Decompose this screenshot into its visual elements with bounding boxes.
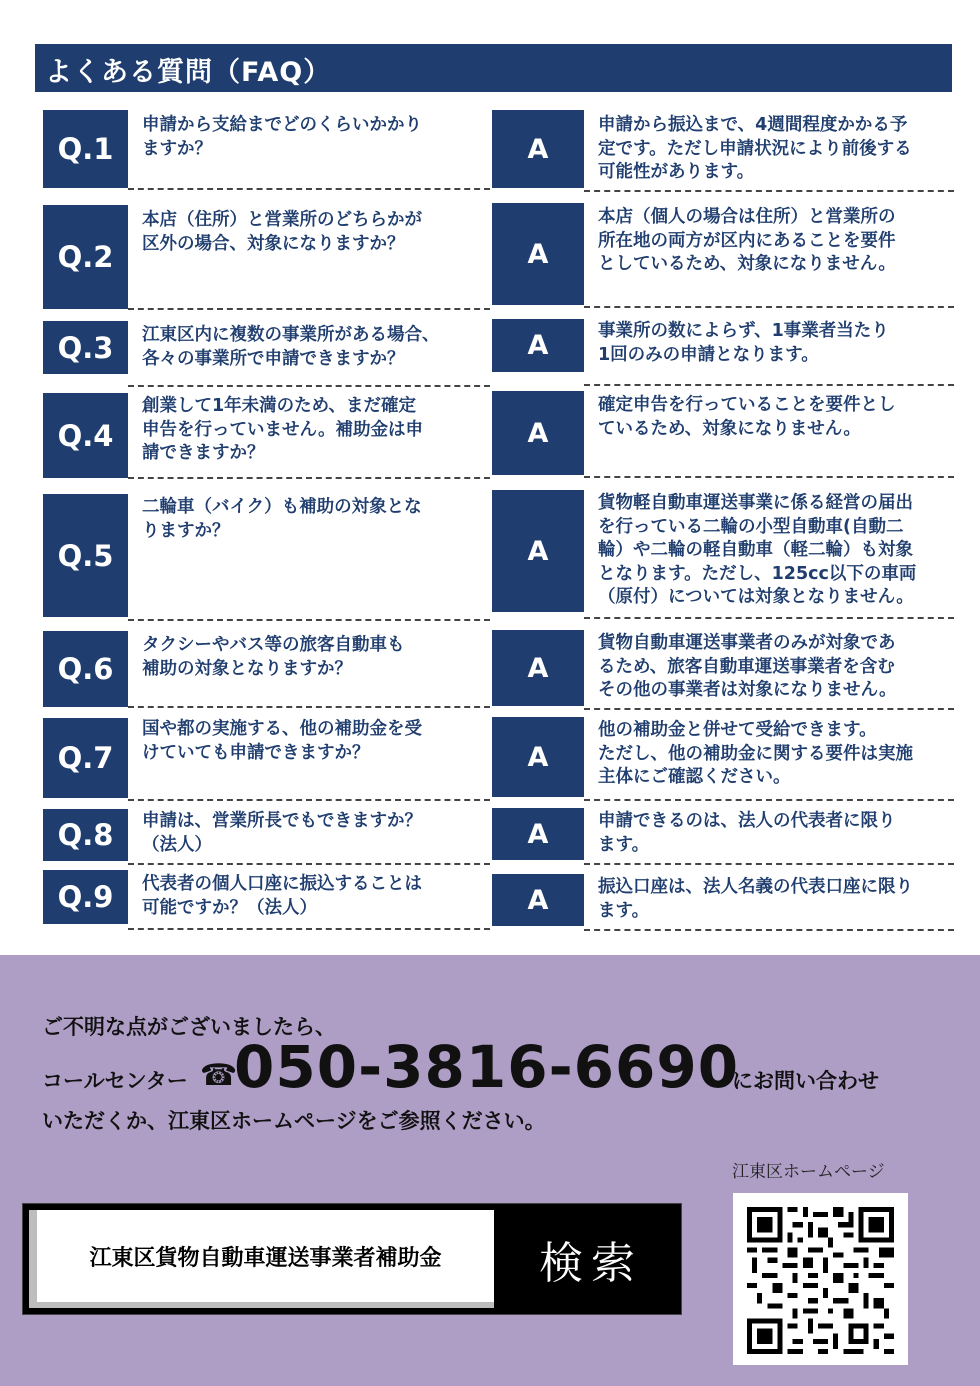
- search-input[interactable]: [29, 1210, 494, 1308]
- divider: [584, 190, 954, 192]
- qr-label: 江東区ホームページ: [732, 1162, 885, 1182]
- phone-number[interactable]: 050-3816-6690: [234, 1033, 740, 1101]
- divider: [128, 188, 490, 190]
- answer-text: 本店（個人の場合は住所）と営業所の 所在地の両方が区内にあることを要件 としているため、対象になりません。: [598, 207, 896, 274]
- question-text: 江東区内に複数の事業所がある場合、 各々の事業所で申請できますか？: [142, 325, 440, 369]
- question-badge: Q.2: [43, 205, 128, 309]
- question-text: 申請から支給までどのくらいかかり ますか？: [142, 115, 422, 159]
- divider: [128, 308, 490, 310]
- divider: [128, 706, 490, 708]
- answer-badge: A: [492, 203, 584, 305]
- divider: [128, 385, 490, 387]
- divider: [584, 708, 954, 710]
- question-badge: Q.9: [43, 870, 128, 924]
- phone-icon: ☎: [200, 1058, 238, 1093]
- divider: [128, 619, 490, 621]
- qr-code-icon: [747, 1207, 894, 1354]
- answer-text: 事業所の数によらず、1事業者当たり 1回のみの申請となります。: [598, 321, 889, 365]
- answer-text: 申請できるのは、法人の代表者に限り ます。: [598, 811, 896, 855]
- answer-text: 貨物軽自動車運送事業に係る経営の届出 を行っている二輪の小型自動車(自動二 輪）や二輪の軽自動車（軽二輪）も対象 となります。ただし、125cc以下の車両 （原付）については対象となりません。: [598, 493, 917, 607]
- question-text: 代表者の個人口座に振込することは 可能ですか？（法人）: [142, 874, 422, 918]
- divider: [584, 384, 954, 386]
- divider: [128, 477, 490, 479]
- question-badge: Q.6: [43, 631, 128, 707]
- answer-badge: A: [492, 490, 584, 612]
- question-text: 創業して1年未満のため、まだ確定 申告を行っていません。補助金は申 請できますか？: [142, 396, 424, 463]
- question-text: 本店（住所）と営業所のどちらかが 区外の場合、対象になりますか？: [142, 210, 422, 254]
- qr-code[interactable]: [733, 1193, 908, 1365]
- divider: [584, 863, 954, 865]
- divider: [584, 929, 954, 931]
- divider: [584, 617, 954, 619]
- contact-intro: ご不明な点がございましたら、: [42, 1015, 336, 1039]
- answer-badge: A: [492, 717, 584, 797]
- search-bar: [22, 1203, 682, 1315]
- answer-badge: A: [492, 630, 584, 706]
- answer-badge: A: [492, 319, 584, 372]
- divider: [584, 476, 954, 478]
- search-button[interactable]: 検索: [539, 1238, 643, 1289]
- question-text: 二輪車（バイク）も補助の対象とな りますか？: [142, 497, 422, 541]
- answer-text: 申請から振込まで、4週間程度かかる予 定です。ただし申請状況により前後する 可能性があります。: [598, 115, 912, 182]
- answer-badge: A: [492, 110, 584, 188]
- divider: [128, 799, 490, 801]
- answer-text: 他の補助金と併せて受給できます。 ただし、他の補助金に関する要件は実施 主体にご確認ください。: [598, 720, 913, 787]
- question-badge: Q.3: [43, 321, 128, 374]
- answer-badge: A: [492, 391, 584, 475]
- call-center-label: コールセンター: [42, 1069, 188, 1093]
- answer-badge: A: [492, 874, 584, 926]
- divider: [584, 799, 954, 801]
- answer-text: 振込口座は、法人名義の代表口座に限り ます。: [598, 877, 913, 921]
- inquiry-text: にお問い合わせ: [732, 1069, 879, 1093]
- answer-text: 貨物自動車運送事業者のみが対象であ るため、旅客自動車運送事業者を含む その他の事業者は対象になりません。: [598, 633, 897, 700]
- divider: [128, 928, 490, 930]
- question-badge: Q.7: [43, 718, 128, 798]
- answer-text: 確定申告を行っていることを要件とし ているため、対象になりません。: [598, 395, 896, 439]
- contact-outro: いただくか、江東区ホームページをご参照ください。: [42, 1109, 546, 1133]
- question-text: 申請は、営業所長でもできますか？ （法人）: [142, 811, 422, 855]
- question-badge: Q.5: [43, 494, 128, 617]
- search-query: 江東区貨物自動車運送事業者補助金: [89, 1245, 442, 1271]
- question-badge: Q.8: [43, 809, 128, 861]
- question-text: 国や都の実施する、他の補助金を受 けていても申請できますか？: [142, 719, 422, 763]
- question-badge: Q.1: [43, 110, 128, 188]
- answer-badge: A: [492, 808, 584, 860]
- faq-title: よくある質問（FAQ）: [45, 57, 332, 88]
- contact-section: [0, 955, 980, 1386]
- question-text: タクシーやバス等の旅客自動車も 補助の対象となりますか？: [142, 635, 405, 679]
- divider: [584, 306, 954, 308]
- question-badge: Q.4: [43, 393, 128, 478]
- divider: [128, 863, 490, 865]
